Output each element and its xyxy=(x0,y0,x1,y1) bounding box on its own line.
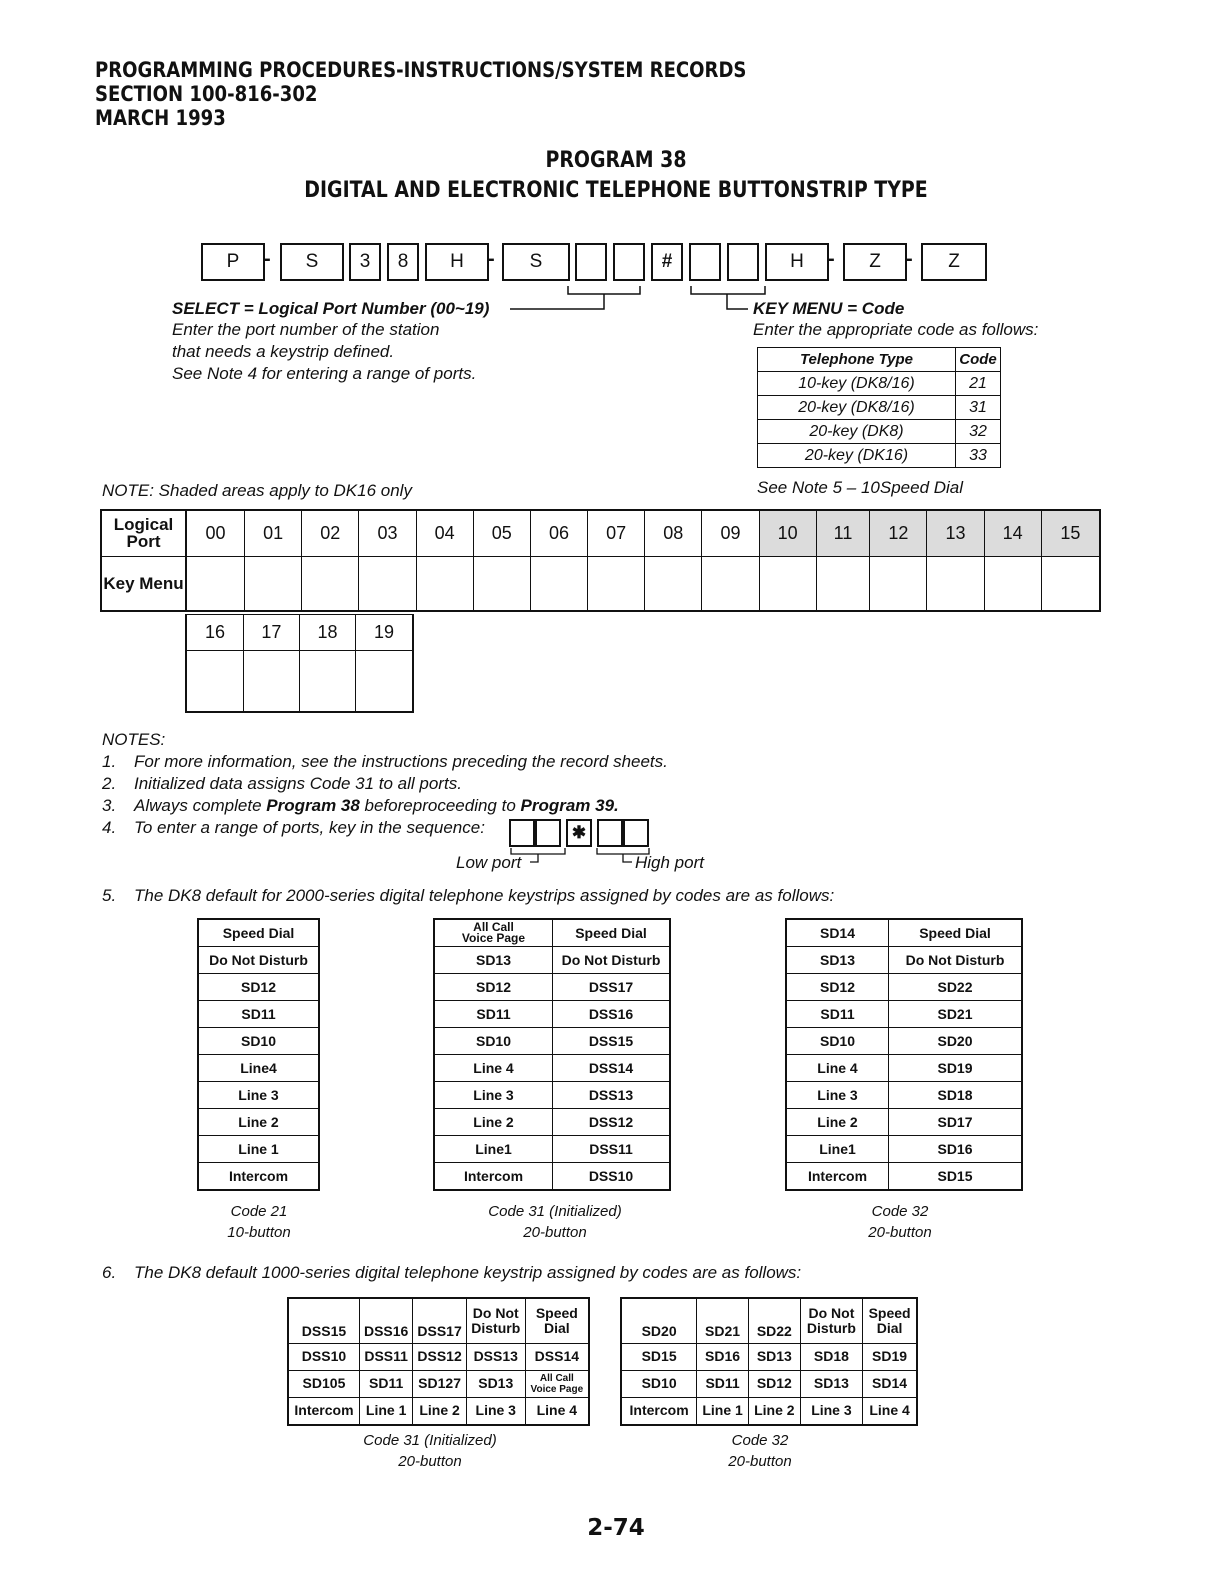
dnd-line-2: Disturb xyxy=(471,1319,521,1336)
key-menu-entry[interactable] xyxy=(588,556,645,611)
seq-dash: - xyxy=(906,248,913,270)
port-cell: 17 xyxy=(243,615,299,651)
type-cell: 10-key (DK8/16) xyxy=(758,372,956,396)
key-cell: SD18 xyxy=(889,1082,1023,1109)
key-cell: Line 3 xyxy=(786,1082,889,1109)
port-table xyxy=(100,509,1101,612)
key-cell: Line 3 xyxy=(466,1397,525,1425)
key-cell: DSS10 xyxy=(288,1343,359,1370)
caption-line-1: Code 31 (Initialized) xyxy=(488,1203,622,1220)
key-cell: SD21 xyxy=(889,1001,1023,1028)
high-port-label: High port xyxy=(635,853,704,872)
note-3-a: Always complete xyxy=(134,796,267,815)
keymenu-description xyxy=(753,299,1038,341)
key-cell: SD21 xyxy=(697,1298,749,1343)
sd-line-2: Dial xyxy=(544,1319,570,1336)
key-cell: SD12 xyxy=(434,974,553,1001)
key-cell: SD10 xyxy=(786,1028,889,1055)
key-menu-entry[interactable] xyxy=(816,556,870,611)
port-cell-shaded: 13 xyxy=(927,510,984,556)
key-menu-entry[interactable] xyxy=(243,651,299,712)
seq-key-z: Z xyxy=(843,243,907,281)
key-cell: SD127 xyxy=(413,1370,466,1397)
seq-key-hash: # xyxy=(651,243,683,281)
select-description xyxy=(172,299,489,385)
caption-line-2: 10-button xyxy=(227,1224,291,1241)
port-cell-shaded: 12 xyxy=(870,510,927,556)
caption-line-2: 20-button xyxy=(398,1453,462,1470)
note-3-b: Program 38 xyxy=(266,796,360,815)
key-cell: DSS17 xyxy=(553,974,671,1001)
key-cell: DSS16 xyxy=(359,1298,412,1343)
key-menu-entry[interactable] xyxy=(245,556,302,611)
key-cell: SD20 xyxy=(889,1028,1023,1055)
col-code: Code xyxy=(956,348,1001,372)
header-line-2: SECTION 100-816-302 xyxy=(95,82,318,106)
caption-line-1: Code 32 xyxy=(731,1432,789,1449)
key-cell-speed-dial xyxy=(525,1298,589,1343)
range-connectors xyxy=(0,840,1232,870)
key-cell: DSS13 xyxy=(466,1343,525,1370)
key-cell: SD11 xyxy=(198,1001,319,1028)
note-number: 2. xyxy=(102,774,117,793)
key-menu-entry[interactable] xyxy=(359,556,416,611)
port-cell: 09 xyxy=(702,510,759,556)
key-menu-entry[interactable] xyxy=(645,556,702,611)
code-cell: 31 xyxy=(956,396,1001,420)
caption-1000-code-32 xyxy=(660,1430,860,1472)
seq-dash: - xyxy=(828,248,835,270)
key-cell: Do Not Disturb xyxy=(198,947,319,974)
key-cell: SD20 xyxy=(621,1298,697,1343)
seq-select-digit-1 xyxy=(575,243,607,281)
port-cell: 08 xyxy=(645,510,702,556)
key-cell: Line 2 xyxy=(413,1397,466,1425)
code-cell: 33 xyxy=(956,444,1001,468)
sd-line-1: Speed xyxy=(535,1304,578,1321)
key-cell: Do Not Disturb xyxy=(553,947,671,974)
key-cell: Speed Dial xyxy=(889,919,1023,947)
all-call-line-2: Voice Page xyxy=(530,1383,584,1395)
key-cell: Line 4 xyxy=(786,1055,889,1082)
port-cell-shaded: 15 xyxy=(1041,510,1100,556)
key-menu-entry[interactable] xyxy=(530,556,587,611)
note-3-d: Program 39. xyxy=(520,796,619,815)
key-cell: SD15 xyxy=(621,1343,697,1370)
page-number: 2-74 xyxy=(587,1515,645,1541)
key-cell: SD22 xyxy=(889,974,1023,1001)
key-cell: DSS13 xyxy=(553,1082,671,1109)
key-cell: Line 1 xyxy=(697,1397,749,1425)
key-cell: SD17 xyxy=(889,1109,1023,1136)
logical-port-label: Logical Port xyxy=(101,510,186,556)
dnd-line-1: Do Not xyxy=(808,1304,855,1321)
key-cell: DSS16 xyxy=(553,1001,671,1028)
port-cell: 02 xyxy=(302,510,359,556)
key-menu-entry[interactable] xyxy=(870,556,927,611)
note-6: The DK8 default 1000-series digital telephone keystrip assigned by codes are as follows: xyxy=(134,1263,802,1282)
key-cell: SD19 xyxy=(863,1343,917,1370)
key-cell: SD13 xyxy=(466,1370,525,1397)
key-cell: SD12 xyxy=(786,974,889,1001)
seq-key-s: S xyxy=(280,243,344,281)
seq-key-h2: H xyxy=(765,243,829,281)
seq-key-3: 3 xyxy=(349,243,381,281)
caption-line-2: 20-button xyxy=(523,1224,587,1241)
keymenu-line-1: Enter the appropriate code as follows: xyxy=(753,320,1039,339)
seq-key-h: H xyxy=(425,243,489,281)
seq-key-s2: S xyxy=(502,243,570,281)
caption-line-1: Code 32 xyxy=(871,1203,929,1220)
keystrip-code-32 xyxy=(785,918,1023,1191)
select-line-3: See Note 4 for entering a range of ports. xyxy=(172,364,477,383)
note-4: To enter a range of ports, key in the sequence: xyxy=(134,818,485,837)
note-5: The DK8 default for 2000-series digital telephone keystrips assigned by codes are as follows: xyxy=(134,886,835,905)
key-cell: Intercom xyxy=(434,1163,553,1191)
caption-line-2: 20-button xyxy=(728,1453,792,1470)
note-number: 4. xyxy=(102,818,117,837)
key-cell: Line 4 xyxy=(434,1055,553,1082)
key-menu-entry[interactable] xyxy=(186,651,243,712)
key-cell: Speed Dial xyxy=(198,919,319,947)
port-cell: 19 xyxy=(356,615,413,651)
key-menu-entry[interactable] xyxy=(1041,556,1100,611)
seq-select-digit-2 xyxy=(613,243,645,281)
key-cell: Intercom xyxy=(786,1163,889,1191)
code-cell: 32 xyxy=(956,420,1001,444)
key-menu-entry[interactable] xyxy=(759,556,816,611)
port-cell: 01 xyxy=(245,510,302,556)
type-cell: 20-key (DK8) xyxy=(758,420,956,444)
key-menu-entry[interactable] xyxy=(416,556,473,611)
port-cell: 05 xyxy=(473,510,530,556)
caption-code-21 xyxy=(199,1201,319,1243)
keymenu-label: KEY MENU = Code xyxy=(753,299,905,318)
program-subtitle: DIGITAL AND ELECTRONIC TELEPHONE BUTTONSTRIP TYPE xyxy=(304,178,928,203)
key-cell: SD12 xyxy=(748,1370,800,1397)
key-cell: SD13 xyxy=(800,1370,862,1397)
key-cell: SD14 xyxy=(786,919,889,947)
key-menu-entry[interactable] xyxy=(356,651,413,712)
key-cell: SD12 xyxy=(198,974,319,1001)
key-cell: Line 1 xyxy=(198,1136,319,1163)
key-cell-all-call xyxy=(434,919,553,947)
key-cell: SD11 xyxy=(359,1370,412,1397)
key-cell: DSS11 xyxy=(359,1343,412,1370)
header-line-3: MARCH 1993 xyxy=(95,106,226,130)
notes-list xyxy=(102,751,1202,839)
key-cell: DSS14 xyxy=(525,1343,589,1370)
key-cell: Line 2 xyxy=(786,1109,889,1136)
note-number: 5. xyxy=(102,886,117,905)
sd-line-1: Speed xyxy=(868,1304,911,1321)
key-menu-entry[interactable] xyxy=(984,556,1041,611)
key-cell: SD11 xyxy=(434,1001,553,1028)
key-cell: Line1 xyxy=(434,1136,553,1163)
key-cell: Line 3 xyxy=(434,1082,553,1109)
key-cell: DSS17 xyxy=(413,1298,466,1343)
key-cell: Line 4 xyxy=(525,1397,589,1425)
port-cell: 18 xyxy=(299,615,355,651)
key-cell: DSS10 xyxy=(553,1163,671,1191)
seq-code-digit-1 xyxy=(689,243,721,281)
dnd-line-1: Do Not xyxy=(472,1304,519,1321)
keystrip-code-21 xyxy=(197,918,320,1191)
key-cell: Do Not Disturb xyxy=(889,947,1023,974)
note-number: 6. xyxy=(102,1263,117,1282)
telephone-type-table xyxy=(757,347,1001,468)
seq-dash: - xyxy=(488,248,495,270)
key-cell: SD16 xyxy=(697,1343,749,1370)
key-menu-entry[interactable] xyxy=(473,556,530,611)
key-cell: Line1 xyxy=(786,1136,889,1163)
key-cell: Line 2 xyxy=(198,1109,319,1136)
key-cell-dnd xyxy=(800,1298,862,1343)
key-menu-entry[interactable] xyxy=(186,556,245,611)
key-menu-entry[interactable] xyxy=(702,556,759,611)
note-number: 1. xyxy=(102,752,117,771)
caption-line-2: 20-button xyxy=(868,1224,932,1241)
notes-heading: NOTES: xyxy=(102,730,166,749)
key-cell-dnd xyxy=(466,1298,525,1343)
key-cell: SD19 xyxy=(889,1055,1023,1082)
all-call-line-1: All Call xyxy=(473,920,514,934)
note-2: Initialized data assigns Code 31 to all ports. xyxy=(134,774,462,793)
select-label: SELECT = Logical Port Number (00~19) xyxy=(172,299,490,318)
caption-line-1: Code 21 xyxy=(230,1203,288,1220)
key-cell: SD13 xyxy=(434,947,553,974)
all-call-line-1: All Call xyxy=(539,1372,574,1384)
key-cell: SD13 xyxy=(786,947,889,974)
key-cell: DSS15 xyxy=(553,1028,671,1055)
key-cell: SD14 xyxy=(863,1370,917,1397)
key-cell: Line 2 xyxy=(434,1109,553,1136)
caption-code-31 xyxy=(440,1201,670,1243)
key-cell: Intercom xyxy=(198,1163,319,1191)
key-cell: Speed Dial xyxy=(553,919,671,947)
key-cell: DSS12 xyxy=(553,1109,671,1136)
key-cell: DSS14 xyxy=(553,1055,671,1082)
type-cell: 20-key (DK8/16) xyxy=(758,396,956,420)
dnd-line-2: Disturb xyxy=(806,1319,856,1336)
star-key: ✱ xyxy=(566,819,592,847)
keystrip-1000-code-32 xyxy=(620,1297,918,1426)
port-cell: 04 xyxy=(416,510,473,556)
port-cell: 03 xyxy=(359,510,416,556)
key-cell: Line 4 xyxy=(863,1397,917,1425)
key-cell: SD10 xyxy=(198,1028,319,1055)
key-cell: SD10 xyxy=(434,1028,553,1055)
code-cell: 21 xyxy=(956,372,1001,396)
select-line-1: Enter the port number of the station xyxy=(172,320,440,339)
seq-key-8: 8 xyxy=(387,243,419,281)
note-6-row xyxy=(102,1262,1202,1284)
key-cell: SD16 xyxy=(889,1136,1023,1163)
key-menu-entry[interactable] xyxy=(927,556,984,611)
port-cell-shaded: 10 xyxy=(759,510,816,556)
program-title: PROGRAM 38 xyxy=(545,148,687,173)
key-cell: SD13 xyxy=(748,1343,800,1370)
port-cell-shaded: 14 xyxy=(984,510,1041,556)
key-cell: Line 2 xyxy=(748,1397,800,1425)
note-number: 3. xyxy=(102,796,117,815)
key-cell: Intercom xyxy=(621,1397,697,1425)
seq-key-p: P xyxy=(201,243,265,281)
key-menu-entry[interactable] xyxy=(299,651,355,712)
key-cell: SD11 xyxy=(697,1370,749,1397)
type-cell: 20-key (DK16) xyxy=(758,444,956,468)
port-cell: 16 xyxy=(186,615,243,651)
key-menu-entry[interactable] xyxy=(302,556,359,611)
shaded-note: NOTE: Shaded areas apply to DK16 only xyxy=(102,481,412,500)
col-telephone-type: Telephone Type xyxy=(758,348,956,372)
sd-line-2: Dial xyxy=(876,1319,903,1336)
select-line-2: that needs a keystrip defined. xyxy=(172,342,395,361)
caption-line-1: Code 31 (Initialized) xyxy=(363,1432,497,1449)
port-table-2 xyxy=(185,614,414,713)
key-cell: Line 1 xyxy=(359,1397,412,1425)
note-1: For more information, see the instructions preceding the record sheets. xyxy=(134,752,668,771)
key-cell: SD18 xyxy=(800,1343,862,1370)
key-cell: SD15 xyxy=(889,1163,1023,1191)
caption-1000-code-31 xyxy=(310,1430,550,1472)
seq-dash: - xyxy=(264,248,271,270)
header-line-1: PROGRAMMING PROCEDURES-INSTRUCTIONS/SYSTEM RECORDS xyxy=(95,58,747,82)
seq-key-z2: Z xyxy=(921,243,987,281)
low-port-label: Low port xyxy=(456,853,522,872)
key-cell-all-call xyxy=(525,1370,589,1397)
key-cell: Line4 xyxy=(198,1055,319,1082)
key-cell: SD11 xyxy=(786,1001,889,1028)
key-cell-speed-dial xyxy=(863,1298,917,1343)
note-3-c: beforeproceeding to xyxy=(359,796,521,815)
document-header xyxy=(95,58,746,130)
keystrip-1000-code-31 xyxy=(287,1297,590,1426)
key-cell: SD105 xyxy=(288,1370,359,1397)
key-cell: SD10 xyxy=(621,1370,697,1397)
seq-code-digit-2 xyxy=(727,243,759,281)
port-cell-shaded: 11 xyxy=(816,510,870,556)
all-call-line-2: Voice Page xyxy=(461,931,526,945)
key-cell: DSS15 xyxy=(288,1298,359,1343)
note-5-row xyxy=(102,885,1202,907)
key-menu-label: Key Menu xyxy=(101,556,186,611)
key-cell: Line 3 xyxy=(198,1082,319,1109)
key-cell: Line 3 xyxy=(800,1397,862,1425)
key-cell: SD22 xyxy=(748,1298,800,1343)
key-cell: Intercom xyxy=(288,1397,359,1425)
caption-code-32 xyxy=(800,1201,1000,1243)
key-cell: DSS11 xyxy=(553,1136,671,1163)
key-cell: DSS12 xyxy=(413,1343,466,1370)
keystrip-code-31 xyxy=(433,918,671,1191)
port-cell: 06 xyxy=(530,510,587,556)
port-cell: 07 xyxy=(588,510,645,556)
port-cell: 00 xyxy=(186,510,245,556)
keymenu-note: See Note 5 – 10Speed Dial xyxy=(757,478,964,497)
